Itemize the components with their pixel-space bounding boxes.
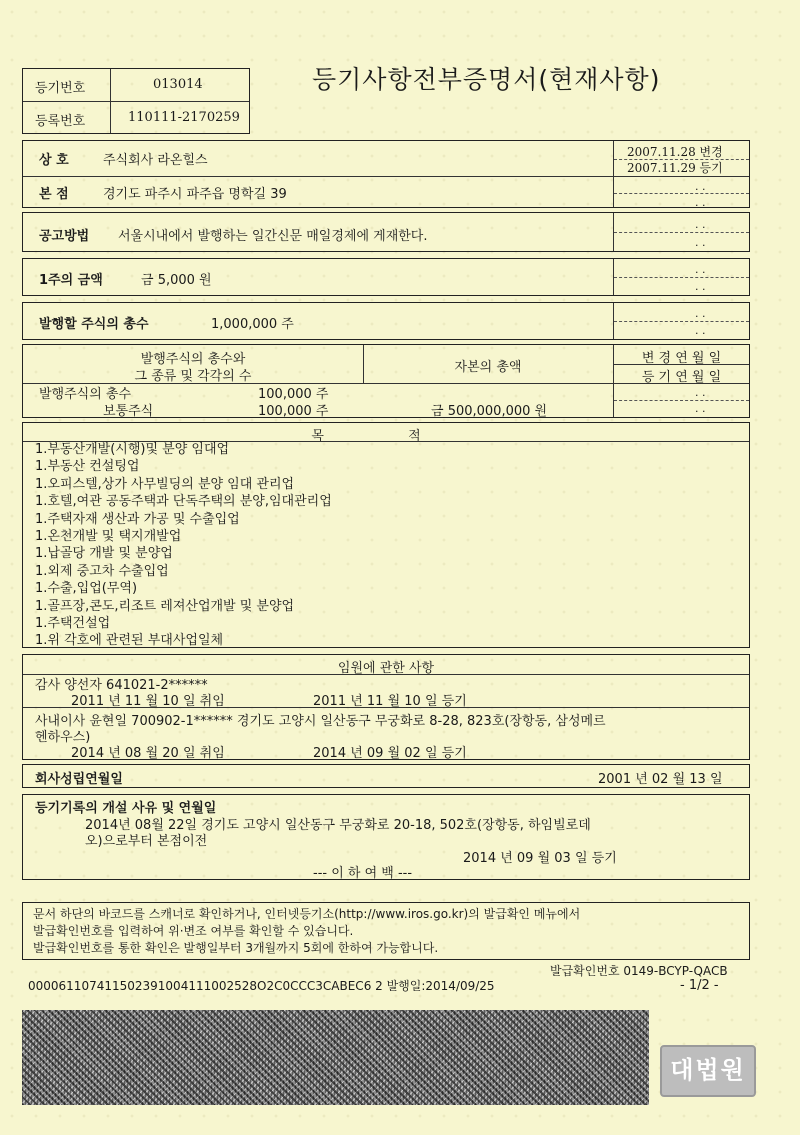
list-item: 1.골프장,콘도,리조트 레져산업개발 및 분양업 <box>35 598 295 614</box>
dot-mark: . . <box>695 307 706 320</box>
notice-method-box <box>22 212 750 252</box>
list-item: 1.주택자재 생산과 가공 및 수출입업 <box>35 511 240 527</box>
total-issuable-box <box>22 302 750 340</box>
founded-box <box>22 764 750 788</box>
name-reg-date: 2007.11.29 등기 <box>627 161 723 175</box>
dot-mark: . . <box>695 196 706 209</box>
reg-no-label: 등기번호 <box>35 81 86 96</box>
purpose-title: 목 적 <box>311 429 461 444</box>
shares-col-header-1: 발행주식의 총수와 <box>140 352 246 367</box>
company-name-value: 주식회사 라온힐스 <box>103 153 208 168</box>
entry-no-value: 110111-2170259 <box>128 110 240 125</box>
note-line-2: 발급확인번호를 입력하여 위·변조 여부를 확인할 수 있습니다. <box>33 924 354 938</box>
name-change-date: 2007.11.28 변경 <box>627 145 723 159</box>
court-seal: 대법원 <box>660 1045 756 1097</box>
officer-1-registered: 2011 년 11 월 10 일 등기 <box>313 694 467 709</box>
officers-title: 임원에 관한 사항 <box>337 661 435 676</box>
list-item: 1.부동산개발(시행)및 분양 임대업 <box>35 442 230 457</box>
issue-confirm-number: 발급확인번호 0149-BCYP-QACB <box>550 964 728 978</box>
founded-value: 2001 년 02 월 13 일 <box>598 772 723 787</box>
list-item: 1.외제 중고차 수출입업 <box>35 563 169 579</box>
company-name-hq-box <box>22 140 750 208</box>
share-price-label: 1주의 금액 <box>39 273 103 288</box>
list-item: 1.온천개발 및 택지개발업 <box>35 529 182 545</box>
list-item: 1.오피스텔,상가 사무빌딩의 분양 임대 관리업 <box>35 476 295 492</box>
dot-mark: . . <box>695 180 706 193</box>
list-item: 1.위 각호에 관련된 부대사업일체 <box>35 633 224 649</box>
officer-1-appointed: 2011 년 11 월 10 일 취임 <box>71 694 225 709</box>
reg-no-value: 013014 <box>153 77 203 92</box>
dot-mark: . . <box>695 324 706 337</box>
dot-mark: . . <box>695 280 706 293</box>
dot-mark: . . <box>695 263 706 276</box>
notice-label: 공고방법 <box>39 229 90 244</box>
reg-number-box <box>22 68 250 134</box>
page-number: - 1/2 - <box>680 978 719 993</box>
dot-mark: . . <box>695 218 706 231</box>
officer-1-info: 감사 양선자 641021-2****** <box>35 678 208 693</box>
list-item: 1.주택건설업 <box>35 616 111 632</box>
purpose-list <box>35 441 332 650</box>
list-item: 1.부동산 컨설팅업 <box>35 459 140 475</box>
reg-date-header: 등 기 연 월 일 <box>641 370 722 385</box>
note-line-3: 발급확인번호를 통한 확인은 발행일부터 3개월까지 5회에 한하여 가능합니다. <box>33 941 439 955</box>
record-opening-box <box>22 794 750 880</box>
purpose-box <box>22 422 750 648</box>
officer-2-registered: 2014 년 09 월 02 일 등기 <box>313 746 467 761</box>
dot-mark: . . <box>695 236 706 249</box>
total-shares-value: 100,000 주 <box>258 387 329 402</box>
record-line-1: 2014년 08월 22일 경기도 고양시 일산동구 무궁화로 20-18, 502호(장항동, 하임빌로데 <box>85 818 591 833</box>
record-label: 등기기록의 개설 사유 및 연월일 <box>35 801 217 816</box>
founded-label: 회사성립연월일 <box>35 772 123 787</box>
verification-note <box>22 902 750 960</box>
dot-mark: . . <box>695 402 706 415</box>
officer-2-appointed: 2014 년 08 월 20 일 취임 <box>71 746 225 761</box>
officer-2-info-cont: 헨하우스) <box>35 730 91 745</box>
total-issuable-label: 발행할 주식의 총수 <box>39 317 149 332</box>
share-price-value: 금 5,000 원 <box>141 273 212 288</box>
total-issuable-value: 1,000,000 주 <box>211 317 294 332</box>
officer-2-info: 사내이사 윤현일 700902-1****** 경기도 고양시 일산동구 무궁화로 8-28, 823호(장항동, 삼성메르 <box>35 714 606 729</box>
capital-value: 금 500,000,000 원 <box>431 404 548 419</box>
dot-mark: . . <box>695 386 706 399</box>
record-line-2: 오)으로부터 본점이전 <box>85 834 208 849</box>
share-price-box <box>22 258 750 296</box>
officers-box <box>22 654 750 760</box>
total-shares-label: 발행주식의 총수 <box>39 387 132 402</box>
common-shares-label: 보통주식 <box>103 404 154 419</box>
hq-value: 경기도 파주시 파주읍 명학길 39 <box>103 187 287 202</box>
record-reg-date: 2014 년 09 월 03 일 등기 <box>463 851 617 866</box>
capital-col-header: 자본의 총액 <box>454 360 522 375</box>
shares-col-header-1b: 그 종류 및 각각의 수 <box>134 369 252 384</box>
hq-label: 본 점 <box>39 187 69 202</box>
common-shares-value: 100,000 주 <box>258 404 329 419</box>
list-item: 1.수출,입업(무역) <box>35 581 138 597</box>
document-code-line: 000061107411502391004111002528O2C0CCC3CABEC6 2 발행일:2014/09/25 <box>28 979 495 993</box>
entry-no-label: 등록번호 <box>35 114 86 129</box>
change-date-header: 변 경 연 월 일 <box>641 351 722 366</box>
end-mark: --- 이 하 여 백 --- <box>313 866 413 881</box>
shares-table <box>22 344 750 418</box>
company-name-label: 상 호 <box>39 153 69 168</box>
list-item: 1.납골당 개발 및 분양업 <box>35 546 173 562</box>
2d-barcode <box>22 1010 649 1105</box>
note-line-1: 문서 하단의 바코드를 스캐너로 확인하거나, 인터넷등기소(http://www.iros.go.kr)의 발급확인 메뉴에서 <box>33 907 581 921</box>
list-item: 1.호텔,여관 공동주택과 단독주택의 분양,임대관리업 <box>35 494 332 510</box>
document-title: 등기사항전부증명서(현재사항) <box>312 65 661 94</box>
notice-value: 서울시내에서 발행하는 일간신문 매일경제에 게재한다. <box>118 229 428 244</box>
